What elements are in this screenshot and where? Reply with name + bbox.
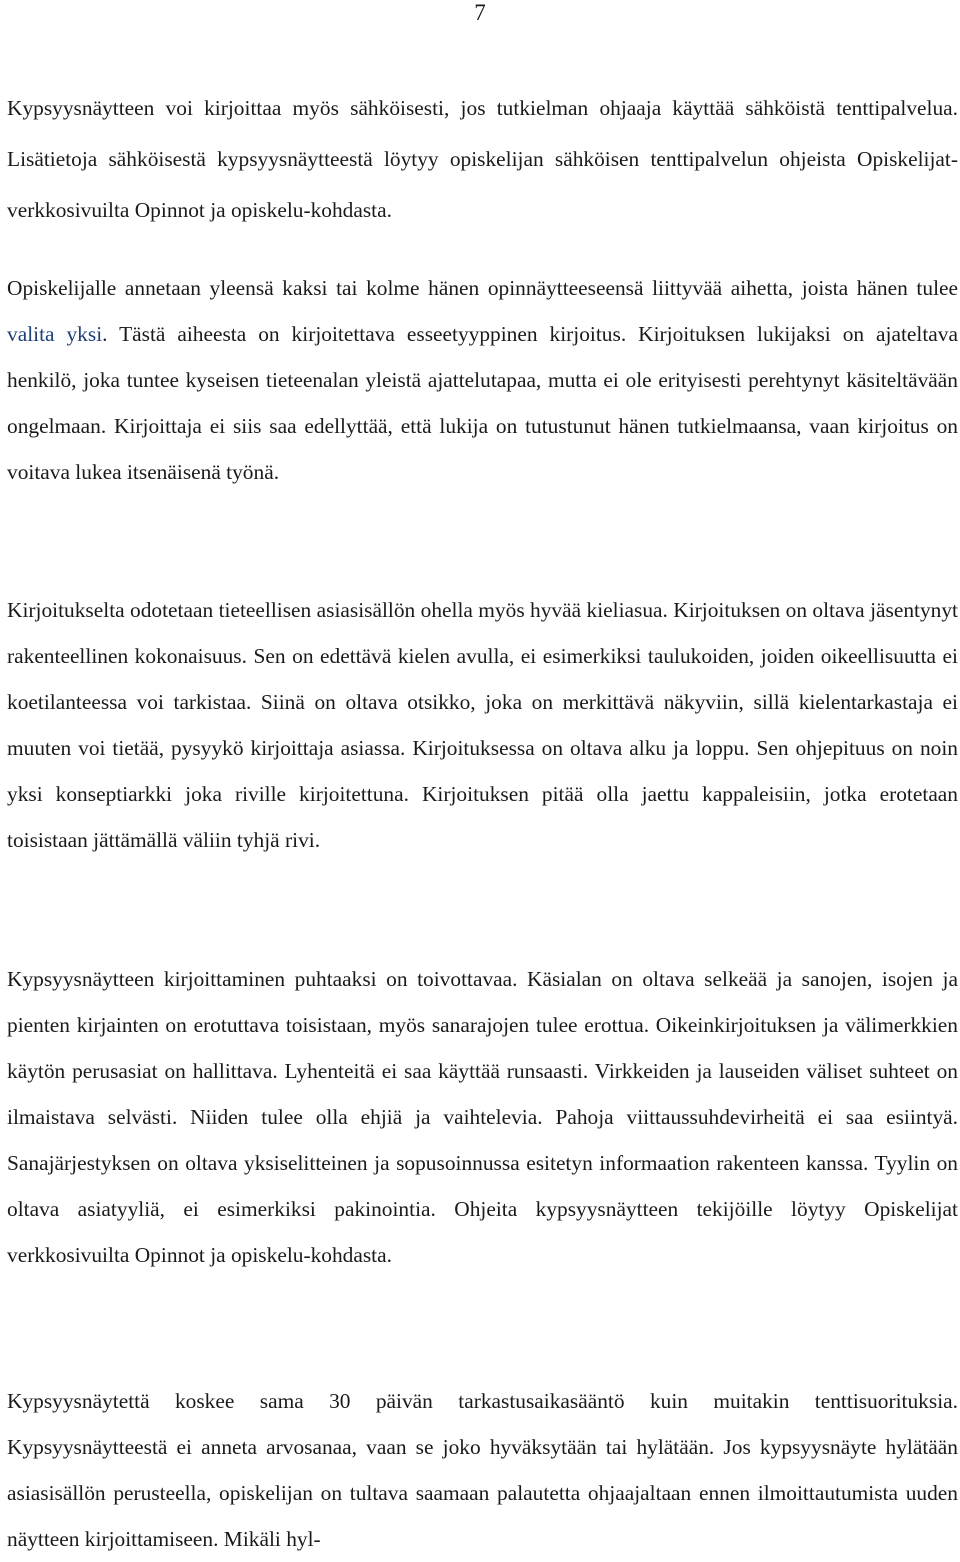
valita-yksi-link[interactable]: valita yksi — [7, 322, 103, 346]
paragraph-topic-choice-start: Opiskelijalle annetaan yleensä kaksi tai kolme hänen opinnäytteeseensä liittyvää aihetta, joista hänen tulee — [7, 276, 958, 300]
page-number: 7 — [474, 0, 486, 25]
paragraph-handwriting-style: Kypsyysnäytteen kirjoittaminen puhtaaksi on toivottavaa. Käsialan on oltava selkeää ja sanojen, isojen ja pienten kirjainten on erotuttava toisistaan, myös sanarajojen tulee erottua. Oikeinkirjoituksen ja välimerkkien käytön perusasiat on hallittava. Lyhenteitä ei saa käyttää runsaasti. Virkkeiden ja lauseiden väliset suhteet on ilmaistava selvästi. Niiden tulee olla ehjiä ja vaihtelevia. Pahoja viittaussuhdevirheitä ei saa esiintyä. Sanajärjestyksen on oltava yksiselitteinen ja sopusoinnussa esitetyn informaation rakenteen kanssa. Tyylin on oltava asiatyyliä, ei esimerkiksi pakinointia. Ohjeita kypsyysnäytteen tekijöille löytyy Opiskelijat verkkosivuilta Opinnot ja opiskelu-kohdasta. — [7, 967, 958, 1267]
paragraph-topic-choice-end: . Tästä aiheesta on kirjoitettava esseetyyppinen kirjoitus. Kirjoituksen lukijaksi on ajateltava henkilö, joka tuntee kyseisen tieteenalan yleistä ajattelutapaa, mutta ei ole erityisesti perehtynyt käsiteltävään ongelmaan. Kirjoittaja ei siis saa edellyttää, että lukija on tutustunut hänen tutkielmaansa, vaan kirjoitus on voitava lukea itsenäisenä työnä. — [7, 322, 958, 484]
paragraph-language-expectations: Kirjoitukselta odotetaan tieteellisen asiasisällön ohella myös hyvää kieliasua. Kirjoituksen on oltava jäsentynyt rakenteellinen kokonaisuus. Sen on edettävä kielen avulla, ei esimerkiksi taulukoiden, joiden oikeellisuutta ei koetilanteessa voi tarkistaa. Siinä on oltava otsikko, joka on merkittävä näkyviin, sillä kielentarkastaja ei muuten voi tietää, pysyykö kirjoittaja asiassa. Kirjoituksessa on oltava alku ja loppu. Sen ohjepituus on noin yksi konseptiarkki joka riville kirjoitettuna. Kirjoituksen pitää olla jaettu kappaleisiin, jotka erotetaan toisistaan jättämällä väliin tyhjä rivi. — [7, 598, 958, 852]
paragraph-assessment-rules: Kypsyysnäytettä koskee sama 30 päivän tarkastusaikasääntö kuin muitakin tenttisuorituksia. Kypsyysnäytteestä ei anneta arvosanaa, vaan se joko hyväksytään tai hylätään. Jos kypsyysnäyte hylätään asiasisällön perusteella, opiskelijan on tultava saamaan palautetta ohjaajaltaan ennen ilmoittautumista uuden näytteen kirjoittamiseen. Mikäli hyl- — [7, 1389, 958, 1551]
paragraph-electronic-exam: Kypsyysnäytteen voi kirjoittaa myös sähköisesti, jos tutkielman ohjaaja käyttää sähköistä tenttipalvelua. Lisätietoja sähköisestä kypsyysnäytteestä löytyy opiskelijan sähköisen tenttipalvelun ohjeista Opiskelijat-verkkosivuilta Opinnot ja opiskelu-kohdasta. — [7, 96, 958, 222]
paragraph-topic-choice — [7, 265, 958, 495]
